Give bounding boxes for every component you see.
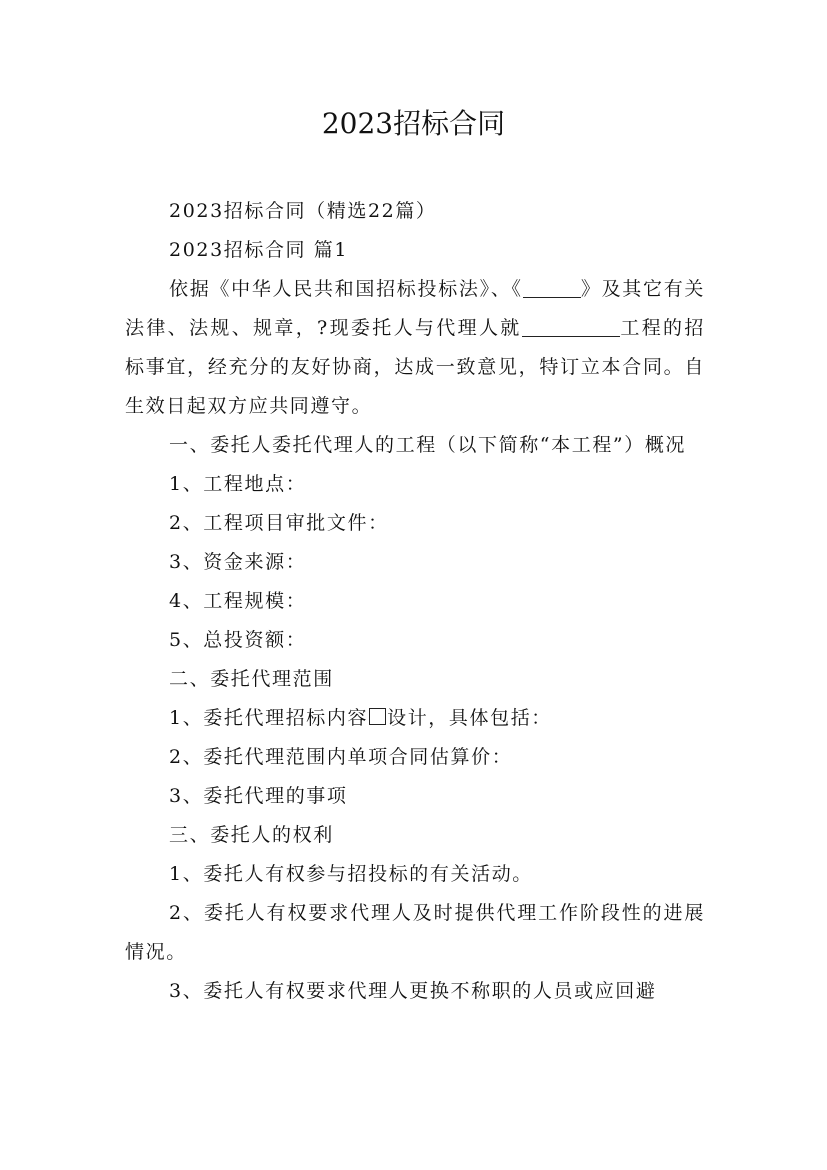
- checkbox-glyph: [369, 708, 386, 725]
- intro-text-1a: 依据《中华人民共和国招标投标法》、《: [169, 278, 523, 300]
- paragraph-intro: [125, 270, 705, 426]
- clause1-heading-b: 概况: [644, 434, 687, 456]
- document-title: 2023招标合同: [321, 107, 506, 140]
- clause1-item: 5、总投资额：: [169, 629, 307, 651]
- clause1-item: 4、工程规模：: [169, 590, 307, 612]
- clause1-heading: [125, 426, 705, 465]
- blank-underline-law: [523, 275, 581, 298]
- document-body: [125, 192, 705, 1011]
- clause3-item: 3、委托人有权要求代理人更换不称职的人员或应回避: [169, 980, 657, 1002]
- clause1-item: 3、资金来源：: [169, 551, 307, 573]
- clause2-item: 3、委托代理的事项: [169, 785, 348, 807]
- clause2-item1-b: 设计，具体包括：: [387, 707, 552, 729]
- intro-text-4: 本合同。自生效日起双方应共同遵守。: [125, 356, 705, 417]
- clause3-item2-b: 进展情况。: [125, 902, 705, 963]
- intro-text-1b: 》及其它: [580, 278, 664, 300]
- intro-text-2b: 工: [619, 317, 642, 339]
- blank-underline-project: [522, 314, 620, 337]
- clause3-item: 1、委托人有权参与招投标的有关活动。: [169, 863, 533, 885]
- clause2-item: 2、委托代理范围内单项合同估算价：: [169, 746, 513, 768]
- clause2-item1-a: 1、委托代理招标内容: [169, 707, 369, 729]
- clause1-item: 1、工程地点：: [169, 473, 307, 495]
- clause1-heading-a: 一、委托人委托代理人的工程（以下简称“本工程”）: [169, 434, 645, 456]
- clause2-item: [125, 699, 705, 738]
- intro-text-3: 程的招标事宜，经充分的友好协商，达成一致意见，特订立: [125, 317, 705, 378]
- subtitle: 2023招标合同（精选22篇）: [169, 200, 437, 222]
- intro-text-2a: 有关法律、法规、规章，?现委托人与代理人就: [125, 278, 705, 339]
- section-heading: 2023招标合同 篇1: [169, 239, 349, 261]
- clause3-heading: 三、委托人的权利: [169, 824, 334, 846]
- clause3-item2-a: 2、委托人有权要求代理人及时提供代理工作阶段性的: [169, 902, 664, 924]
- clause2-heading: 二、委托代理范围: [169, 668, 334, 690]
- clause3-item: [125, 894, 705, 972]
- clause1-item: 2、工程项目审批文件：: [169, 512, 389, 534]
